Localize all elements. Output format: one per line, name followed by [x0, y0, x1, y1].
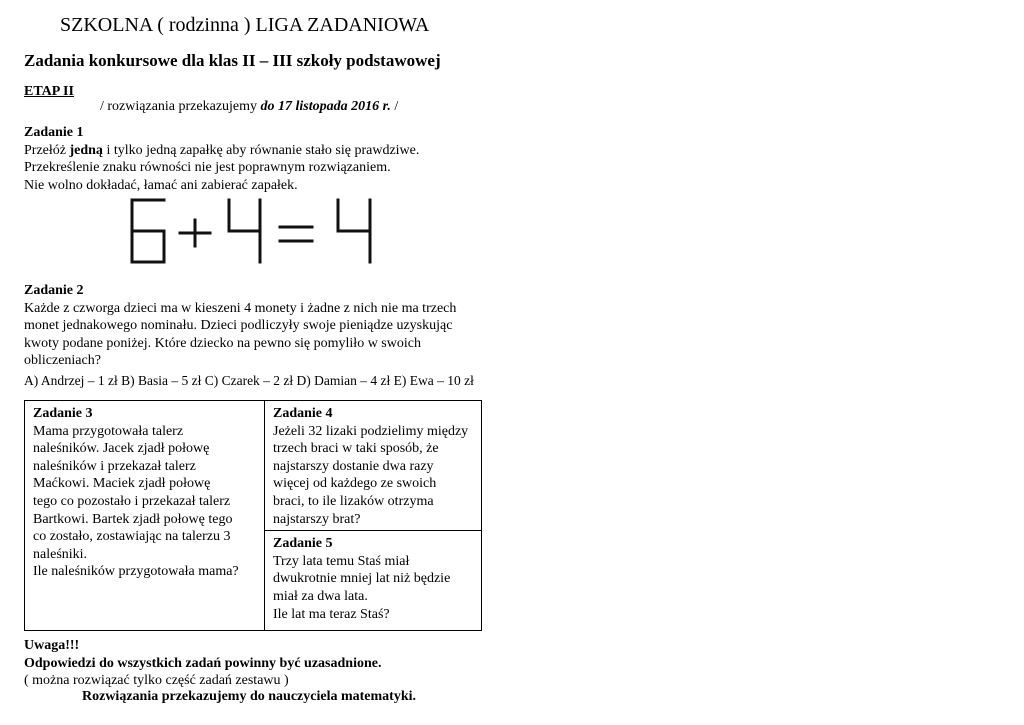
task-5-line: Ile lat ma teraz Staś? — [273, 606, 390, 622]
task-4-cell — [265, 401, 482, 531]
task-2-heading: Zadanie 2 — [24, 283, 84, 298]
page-subtitle: Zadania konkursowe dla klas II – III szkoły podstawowej — [24, 51, 441, 70]
task-4-line: najstarszy brat? — [273, 511, 361, 527]
task-3-line: Ile naleśników przygotowała mama? — [33, 564, 239, 580]
task-5-line: miał za dwa lata. — [273, 588, 368, 604]
task-2-line: Każde z czworga dzieci ma w kieszeni 4 monety i żadne z nich nie ma trzech — [24, 300, 457, 316]
digit-four-result — [338, 200, 370, 262]
delivery-note: Rozwiązania przekazujemy do nauczyciela matematyki. — [82, 689, 416, 704]
task-4-line: braci, to ile lizaków otrzyma — [273, 493, 434, 509]
task-1 — [24, 124, 419, 194]
justification-note: Odpowiedzi do wszystkich zadań powinny być uzasadnione. — [24, 655, 382, 671]
task-3-line: Mama przygotowała talerz — [33, 423, 184, 439]
task-4-line: najstarszy dostanie dwa razy — [273, 458, 434, 474]
task-3-cell — [25, 401, 265, 631]
page-title: SZKOLNA ( rodzinna ) LIGA ZADANIOWA — [60, 14, 430, 36]
task-4-line: Jeżeli 32 lizaki podzielimy między — [273, 423, 469, 439]
equals-sign — [280, 227, 312, 241]
deadline-suffix: / — [390, 99, 399, 114]
task-5-line: dwukrotnie mniej lat niż będzie — [273, 571, 451, 587]
matchstick-equation — [128, 196, 378, 268]
task-4-line: trzech braci w taki sposób, że — [273, 441, 439, 457]
task-2-line: kwoty podane poniżej. Które dziecko na pewno się pomyliło w swoich — [24, 335, 421, 351]
task-2-line: obliczeniach? — [24, 353, 101, 368]
attention-label: Uwaga!!! — [24, 638, 80, 653]
task-3-line: co zostało, zostawiając na talerzu 3 — [33, 529, 231, 545]
task-1-line-2: Przekreślenie znaku równości nie jest poprawnym rozwiązaniem. — [24, 160, 391, 175]
task-5-heading: Zadanie 5 — [273, 536, 333, 552]
deadline-note — [100, 99, 398, 115]
task-2-line: monet jednakowego nominału. Dzieci podliczyły swoje pieniądze uzyskując — [24, 318, 453, 333]
task-1-line-3: Nie wolno dokładać, łamać ani zabierać zapałek. — [24, 177, 298, 193]
task-5-cell — [265, 531, 482, 631]
digit-six — [132, 200, 164, 262]
task-3-line: Maćkowi. Maciek zjadł połowę — [33, 476, 211, 492]
partial-solution-note: ( można rozwiązać tylko część zadań zestawu ) — [24, 673, 289, 688]
plus-sign — [180, 220, 210, 246]
task-1-heading: Zadanie 1 — [24, 125, 84, 140]
task-3-heading: Zadanie 3 — [33, 406, 93, 421]
task-3-line: naleśników. Jacek zjadł połowę — [33, 441, 210, 457]
task-4-line: więcej od każdego ze swoich — [273, 476, 437, 492]
task-3-line: tego co pozostało i przekazał talerz — [33, 493, 231, 509]
task-4-heading: Zadanie 4 — [273, 406, 333, 421]
digit-four — [229, 200, 260, 262]
task-2-answers: A) Andrzej – 1 zł B) Basia – 5 zł C) Czarek – 2 zł D) Damian – 4 zł E) Ewa – 10 zł — [24, 373, 474, 388]
task-3-line: naleśników i przekazał talerz — [33, 458, 196, 474]
task-3-line: naleśniki. — [33, 546, 88, 562]
stage-label: ETAP II — [24, 84, 74, 99]
tasks-table — [24, 400, 482, 631]
task-2 — [24, 282, 456, 370]
emphasis-one: jedną — [69, 142, 103, 158]
task-3-line: Bartkowi. Bartek zjadł połowę tego — [33, 511, 233, 527]
deadline-prefix: / rozwiązania przekazujemy — [100, 99, 261, 114]
task-5-line: Trzy lata temu Staś miał — [273, 553, 410, 569]
task-1-line-1: Przełóż jedną i tylko jedną zapałkę aby równanie stało się prawdziwe. — [24, 142, 420, 158]
deadline-date: do 17 listopada 2016 r. — [260, 99, 391, 114]
footer-notes — [24, 637, 381, 690]
